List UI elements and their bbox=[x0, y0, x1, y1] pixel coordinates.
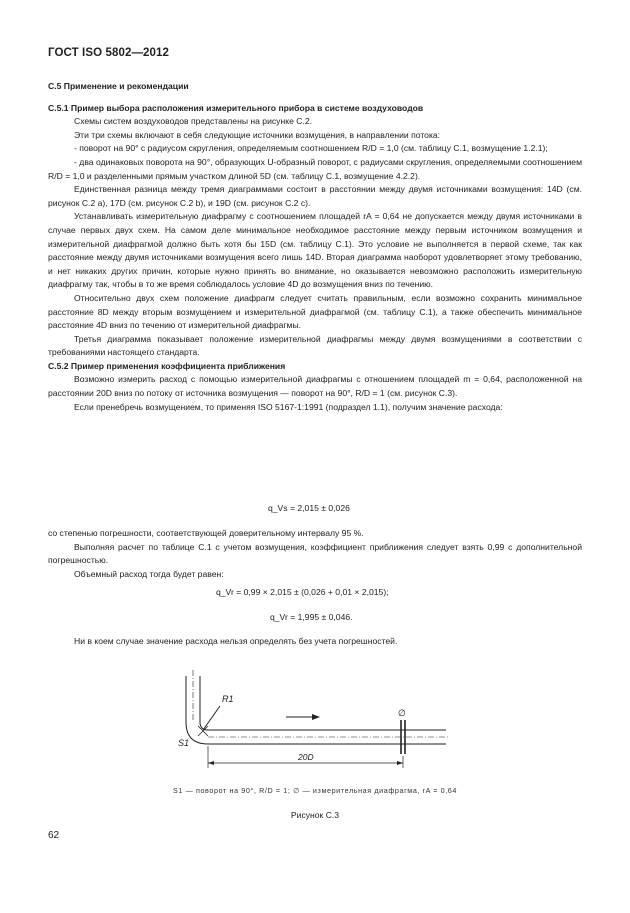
section-heading-c51: С.5.1 Пример выбора расположения измерительного прибора в системе воздуховодов bbox=[48, 102, 424, 113]
page-body-continued bbox=[48, 527, 582, 581]
figure-legend: S1 — поворот на 90°, R/D = 1; ∅ — измерительная диафрагма, rA = 0,64 bbox=[172, 786, 457, 795]
section-heading-c5: С.5 Применение и рекомендации bbox=[48, 81, 189, 91]
paragraph: Единственная разница между тремя диаграммами состоит в расстоянии между двумя источниками возмущения: 14D (см. рисунок С.2 a), 17D (см. рисунок С.2 b), и 19D (см. рисунок С.2 с). bbox=[48, 184, 582, 208]
flow-arrow-head bbox=[312, 714, 320, 720]
paragraph: Эти три схемы включают в себя следующие источники возмущения, в направлении потока: bbox=[74, 129, 441, 140]
dimension-arrow-left bbox=[208, 761, 214, 765]
equation-3: q_Vr = 1,995 ± 0,046. bbox=[270, 612, 353, 622]
paragraph: - два одинаковых поворота на 90°, образующих U-образный поворот, с радиусами скругления, определяемыми соотношением R/D = 1,0 и разделенными прямым участком длиной 5D (см. таблицу С.1, возмущение 4.2.2). bbox=[48, 156, 582, 181]
page-body bbox=[48, 80, 582, 414]
figure-caption: Рисунок С.3 bbox=[290, 810, 340, 820]
paragraph: Третья диаграмма показывает положение измерительной диафрагмы между двумя возмущениями в соответствии с требованиями настоящего стандарта. bbox=[48, 333, 582, 358]
paragraph: со степенью погрешности, соответствующей доверительному интервалу 95 %. bbox=[48, 528, 364, 538]
page-number: 62 bbox=[48, 830, 60, 841]
radius-leader bbox=[203, 706, 220, 730]
paragraph: Выполняя расчет по таблице С.1 с учетом возмущения, коэффициент приближения следует взять 0,99 с дополнительной погрешностью. bbox=[48, 541, 582, 566]
equation-2: q_Vr = 0,99 × 2,015 ± (0,026 + 0,01 × 2,015); bbox=[216, 587, 389, 597]
section-heading-c52: С.5.2 Пример применения коэффициента приближения bbox=[48, 360, 286, 371]
page-header: ГОСТ ISO 5802—2012 bbox=[48, 47, 170, 59]
label-20d: 20D bbox=[298, 752, 314, 762]
label-orifice: ∅ bbox=[398, 709, 406, 719]
paragraph: Ни в коем случае значение расхода нельзя определять без учета погрешностей. bbox=[74, 636, 398, 646]
paragraph: Относительно двух схем положение диафрагм следует считать правильным, если возможно сохранить минимальное расстояние 8D между вторым возмущением и измерительной диафрагмой (см. таблицу С.1), а также обеспечить минимальное расстояние 4D вниз по течению от измерительной диафрагмы. bbox=[48, 292, 582, 331]
paragraph: Возможно измерить расход с помощью измерительной диафрагмы с отношением площадей m = 0,64, расположенной на расстоянии 20D вниз по потоку от источника возмущения — поворот на 90°, R/D = 1 (см. рисунок С.3). bbox=[48, 374, 582, 399]
label-r1: R1 bbox=[222, 694, 234, 704]
dimension-arrow-right bbox=[397, 761, 403, 765]
equation-1: q_Vs = 2,015 ± 0,026 bbox=[268, 503, 350, 513]
paragraph: - поворот на 90° с радиусом скругления, определяемым соотношением R/D = 1,0 (см. таблицу С.1, возмущение 1.2.1); bbox=[74, 143, 548, 154]
paragraph: Объемный расход тогда будет равен: bbox=[74, 568, 224, 579]
duct-figure bbox=[0, 660, 630, 780]
paragraph: Устанавливать измерительную диафрагму с соотношением площадей rA = 0,64 не допускается между двумя источниками в случае первых двух схем. На самом деле минимальное необходимое расстояние между первым источником возмущения и измерительной диафрагмой должно быть хотя бы 15D (см. таблицу С.1). Это условие не выполняется в первой схеме, так как расстояние между двумя источниками возмущения всего лишь 14D. Вторая диаграмма наоборот удовлетворяет этому требованию, и нет никаких других причин, которые нужно принять во внимание, но оказывается невозможно расположить измерительную диафрагму так, чтобы в то же время соблюдалось условие 4D до возмущения вниз по течению. bbox=[48, 211, 582, 290]
page-body-end bbox=[48, 635, 582, 649]
paragraph: Если пренебречь возмущением, то применяя ISO 5167-1:1991 (подраздел 1.1), получим значение расхода: bbox=[74, 401, 503, 412]
paragraph: Схемы систем воздуховодов представлены на рисунке С.2. bbox=[74, 116, 313, 127]
label-s1: S1 bbox=[178, 738, 190, 748]
